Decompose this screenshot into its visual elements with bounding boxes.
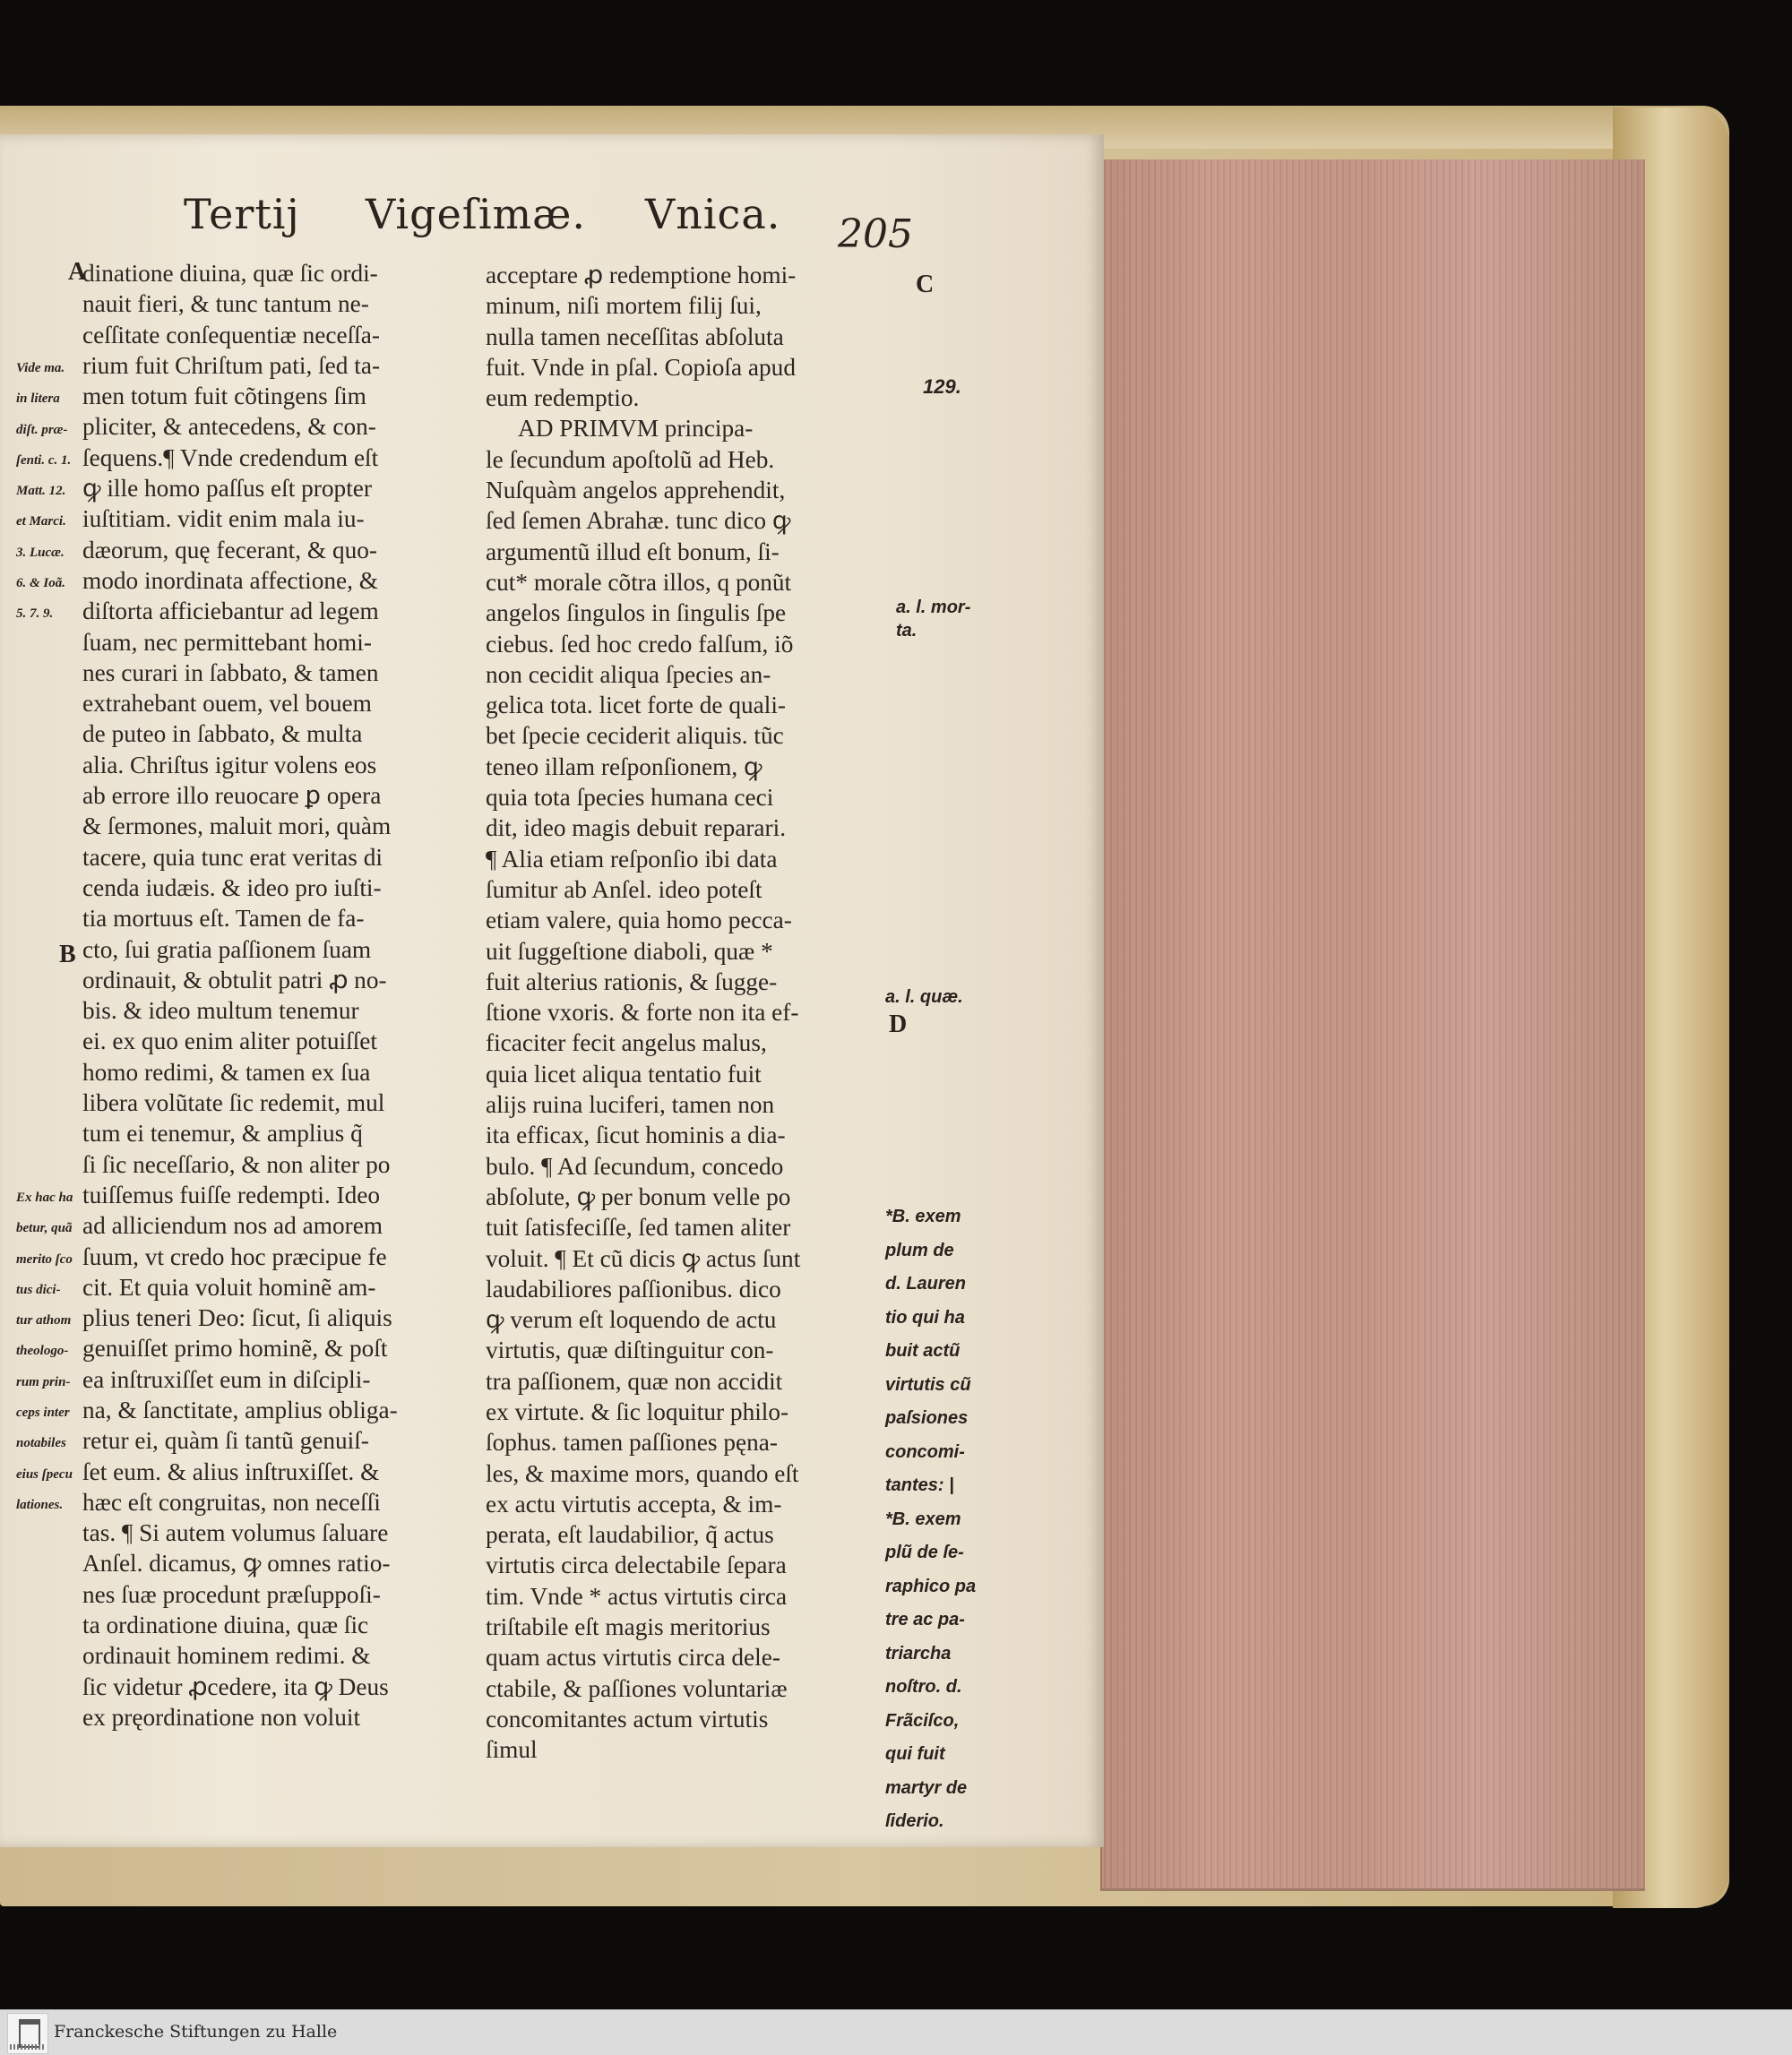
text-line: hæc eſt congruitas, non neceſſi — [82, 1488, 381, 1516]
marginal-line: diſt. præ- — [16, 422, 68, 437]
marginal-line: betur, quã — [16, 1221, 73, 1236]
text-line: angelos ſingulos in ſingulis ſpe — [486, 599, 787, 627]
running-head-part-3: Vnica. — [645, 190, 781, 238]
marginal-line: 129. — [923, 375, 961, 398]
text-line: uit ſuggeſtione diaboli, quæ * — [486, 937, 773, 965]
marginal-line: 5. 7. 9. — [16, 606, 54, 622]
institution-logo-icon — [7, 2013, 48, 2054]
text-line: tra paſſionem, quæ non accidit — [486, 1367, 783, 1395]
marginal-line: 3. Lucæ. — [16, 545, 65, 560]
section-letter-d: D — [889, 1010, 908, 1038]
text-line: alia. Chriſtus igitur volens eos — [82, 751, 377, 778]
text-line: cut* morale cõtra illos, q ponũt — [486, 568, 792, 596]
footer-bar — [0, 2009, 1792, 2055]
marginal-line: concomi- — [885, 1441, 965, 1462]
text-line: tuiſſemus fuiſſe redempti. Ideo — [82, 1181, 381, 1208]
text-line: tim. Vnde * actus virtutis circa — [486, 1582, 788, 1610]
marginal-note-variant-morta — [896, 596, 970, 642]
marginal-line: plũ de ſe- — [885, 1543, 964, 1562]
text-line: ſophus. tamen paſſiones pęna- — [486, 1429, 778, 1457]
text-line: fuit alterius rationis, & ſugge- — [486, 967, 778, 995]
text-line: teneo illam reſponſionem, ꝙ — [486, 752, 762, 780]
text-line: ab errore illo reuocare ꝑ opera — [82, 782, 382, 810]
text-line: quia tota ſpecies humana ceci — [486, 784, 774, 812]
text-line: eum redemptio. — [486, 384, 640, 412]
marginal-line: qui fuit — [885, 1744, 945, 1764]
running-head-part-2: Vigeſimæ. — [366, 190, 587, 238]
text-line: triſtabile eſt magis meritorius — [486, 1613, 771, 1641]
marginal-note-left-bottom — [16, 1182, 73, 1520]
running-head-part-1: Tertij — [184, 190, 300, 238]
marginal-line: Frãciſco, — [885, 1710, 960, 1731]
text-line: tia mortuus eſt. Tamen de fa- — [82, 905, 365, 933]
marginal-line: in litera — [16, 391, 60, 407]
text-line: ſumitur ab Anſel. ideo poteſt — [486, 875, 762, 903]
text-line: pliciter, & antecedens, & con- — [82, 413, 376, 441]
marginal-note-psalm-ref — [923, 376, 961, 398]
text-line: concomitantes actum virtutis — [486, 1705, 769, 1733]
text-line: virtutis, quæ diſtinguitur con- — [486, 1337, 774, 1364]
page-number: 205 — [838, 211, 913, 257]
marginal-line: d. Lauren — [885, 1274, 967, 1294]
marginal-line: plum de — [885, 1240, 954, 1260]
text-line: rium fuit Chriſtum pati, ſed ta- — [82, 351, 381, 379]
text-line: ordinauit, & obtulit patri ꝓ no- — [82, 966, 387, 993]
marginal-line: tur athom — [16, 1313, 72, 1328]
text-line: libera volũtate ſic redemit, mul — [82, 1089, 385, 1117]
text-line: Nuſquàm angelos apprehendit, — [486, 477, 786, 504]
text-line: ſed ſemen Abrahæ. tunc dico ꝙ — [486, 507, 791, 535]
text-line: cenda iudæis. & ideo pro iuſti- — [82, 873, 382, 901]
marginal-line: et Marci. — [16, 514, 66, 529]
marginal-line: rum prin- — [16, 1374, 71, 1389]
marginal-line: eius ſpecu — [16, 1466, 73, 1482]
text-line: etiam valere, quia homo pecca- — [486, 907, 792, 934]
marginal-line: lationes. — [16, 1497, 64, 1512]
text-line: acceptare ꝓ redemptione homi- — [486, 262, 797, 288]
marginal-line: paſsiones — [885, 1408, 969, 1428]
page-fore-edge — [1100, 159, 1645, 1891]
marginal-line: notabiles — [16, 1436, 66, 1451]
text-line: ꝙ ille homo paſſus eſt propter — [82, 475, 372, 503]
text-line: extrahebant ouem, vel bouem — [82, 690, 372, 718]
text-line: bulo. ¶ Ad ſecundum, concedo — [486, 1152, 784, 1180]
marginal-line: a. l. mor- — [896, 598, 971, 617]
marginal-line: Matt. 12. — [16, 484, 66, 499]
section-letter-c: C — [916, 271, 935, 298]
marginal-note-left-top — [16, 353, 71, 630]
text-line: tas. ¶ Si autem volumus ſaluare — [82, 1519, 389, 1547]
text-line: AD PRIMVM principa- — [518, 415, 754, 443]
text-line: ſuum, vt credo hoc præcipue fe — [82, 1242, 387, 1270]
text-line: ctabile, & paſſiones voluntariæ — [486, 1674, 788, 1702]
text-line: quam actus virtutis circa dele- — [486, 1644, 780, 1672]
marginal-line: ta. — [896, 621, 918, 641]
marginal-line: martyr de — [885, 1777, 968, 1798]
text-line: ceſſitate conſequentiæ neceſſa- — [82, 321, 380, 348]
text-line: dit, ideo magis debuit reparari. — [486, 814, 787, 842]
text-column-right — [486, 260, 893, 1766]
text-line: ita efficax, ſicut hominis a dia- — [486, 1122, 786, 1149]
text-line: ſequens.¶ Vnde credendum eſt — [82, 443, 379, 471]
text-line: ¶ Alia etiam reſponſio ibi data — [486, 845, 778, 873]
marginal-line: ceps inter — [16, 1406, 70, 1421]
text-line: ei. ex quo enim aliter potuiſſet — [82, 1028, 377, 1055]
text-line: dinatione diuina, quæ ſic ordi- — [82, 260, 378, 287]
text-line: voluit. ¶ Et cũ dicis ꝙ actus ſunt — [486, 1244, 801, 1272]
text-line: ſic videtur ꝓcedere, ita ꝙ Deus — [82, 1672, 389, 1700]
marginal-line: ſiderio. — [885, 1811, 944, 1831]
text-line: ficaciter fecit angelus malus, — [486, 1029, 767, 1057]
text-line: perata, eſt laudabilior, q̃ actus — [486, 1521, 774, 1549]
marginal-line: tio qui ha — [885, 1307, 965, 1328]
text-line: ex pręordinatione non voluit — [82, 1703, 361, 1731]
text-line: diſtorta afficiebantur ad legem — [82, 598, 379, 625]
text-line: argumentũ illud eſt bonum, ſi- — [486, 537, 780, 565]
text-line: minum, niſi mortem filij ſui, — [486, 292, 762, 320]
text-line: tum ei tenemur, & amplius q̃ — [82, 1120, 363, 1148]
text-line: nauit fieri, & tunc tantum ne- — [82, 290, 369, 318]
text-line: ſuam, nec permittebant homi- — [82, 628, 372, 656]
text-line: ex virtute. & ſic loquitur philo- — [486, 1397, 789, 1425]
marginal-line: noſtro. d. — [885, 1677, 962, 1697]
text-line: virtutis circa delectabile ſepara — [486, 1552, 787, 1579]
text-line: men totum fuit cõtingens ſim — [82, 383, 366, 410]
marginal-line: triarcha — [885, 1643, 952, 1664]
text-line: laudabiliores paſſionibus. dico — [486, 1275, 781, 1303]
text-line: de puteo in ſabbato, & multa — [82, 720, 363, 748]
text-line: les, & maxime mors, quando eſt — [486, 1459, 799, 1487]
marginal-line: *B. exem — [885, 1509, 961, 1529]
marginal-line: *B. exem — [885, 1207, 961, 1226]
text-line: abſolute, ꝙ per bonum velle po — [486, 1182, 791, 1210]
text-line: genuiſſet primo hominẽ, & poſt — [82, 1335, 388, 1363]
text-line: modo inordinata affectione, & — [82, 566, 378, 594]
text-line: le ſecundum apoſtolũ ad Heb. — [486, 445, 775, 473]
marginal-line: Ex hac ha — [16, 1191, 73, 1205]
text-line: retur ei, quàm ſi tantũ genuiſ- — [82, 1427, 369, 1455]
text-line: iuſtitiam. vidit enim mala iu- — [82, 505, 365, 533]
marginal-line: buit actũ — [885, 1341, 961, 1361]
text-line: nes curari in ſabbato, & tamen — [82, 658, 379, 686]
text-line: nes ſuæ procedunt præſuppoſi- — [82, 1580, 381, 1608]
text-line: ad alliciendum nos ad amorem — [82, 1212, 383, 1240]
text-line: cto, ſui gratia paſſionem ſuam — [82, 935, 372, 963]
text-line: bet ſpecie ceciderit aliquis. tũc — [486, 722, 784, 750]
section-letter-b: B — [59, 941, 76, 968]
text-line: homo redimi, & tamen ex ſua — [82, 1058, 371, 1086]
text-line: & ſermones, maluit mori, quàm — [82, 813, 392, 840]
marginal-line: tus dici- — [16, 1282, 61, 1297]
marginal-line: 6. & Ioã. — [16, 576, 66, 591]
marginal-line: a. l. quæ. — [885, 987, 963, 1007]
text-line: bis. & ideo multum tenemur — [82, 997, 359, 1025]
text-line: dæorum, quę fecerant, & quo- — [82, 536, 377, 563]
marginal-line: tre ac pa- — [885, 1610, 965, 1629]
text-line: gelica tota. licet forte de quali- — [486, 692, 786, 719]
text-line: fuit. Vnde in pſal. Copioſa apud — [486, 353, 796, 381]
marginal-line: ſenti. c. 1. — [16, 452, 72, 468]
marginal-note-examples — [885, 1200, 976, 1839]
marginal-line: theologo- — [16, 1344, 69, 1359]
text-line: ta ordinatione diuina, quæ ſic — [82, 1612, 369, 1639]
section-letter-a: A — [68, 258, 87, 286]
text-line: na, & ſanctitate, amplius obliga- — [82, 1396, 398, 1423]
text-line: ea inſtruxiſſet eum in diſcipli- — [82, 1365, 371, 1393]
marginal-note-variant-quae — [885, 986, 963, 1008]
text-line: ſtione vxoris. & forte non ita ef- — [486, 999, 799, 1027]
text-line: ſimul — [486, 1736, 538, 1764]
text-line: alijs ruina luciferi, tamen non — [486, 1091, 775, 1119]
text-line: ſet eum. & alius inſtruxiſſet. & — [82, 1457, 380, 1485]
text-line: ſi ſic neceſſario, & non aliter po — [82, 1150, 391, 1178]
text-line: ex actu virtutis accepta, & im- — [486, 1490, 782, 1518]
text-column-left — [82, 258, 459, 1733]
text-line: plius teneri Deo: ſicut, ſi aliquis — [82, 1304, 392, 1332]
marginal-line: raphico pa — [885, 1576, 977, 1596]
text-line: cit. Et quia voluit hominẽ am- — [82, 1273, 376, 1301]
text-line: tacere, quia tunc erat veritas di — [82, 843, 383, 871]
text-line: Anſel. dicamus, ꝙ omnes ratio- — [82, 1550, 391, 1578]
text-line: ordinauit hominem redimi. & — [82, 1642, 371, 1670]
text-line: ciebus. ſed hoc credo falſum, iõ — [486, 630, 794, 658]
text-line: non cecidit aliqua ſpecies an- — [486, 660, 771, 688]
institution-name: Franckesche Stiftungen zu Halle — [54, 2022, 338, 2042]
text-line: ꝙ verum eſt loquendo de actu — [486, 1306, 777, 1334]
text-line: tuit ſatisfeciſſe, ſed tamen aliter — [486, 1214, 791, 1242]
marginal-line: virtutis cũ — [885, 1374, 971, 1395]
marginal-line: merito ſco — [16, 1251, 73, 1267]
text-line: nulla tamen neceſſitas abſoluta — [486, 322, 784, 350]
text-line: quia licet aliqua tentatio fuit — [486, 1060, 762, 1088]
marginal-line: Vide ma. — [16, 361, 65, 375]
marginal-line: tantes: | — [885, 1475, 954, 1495]
